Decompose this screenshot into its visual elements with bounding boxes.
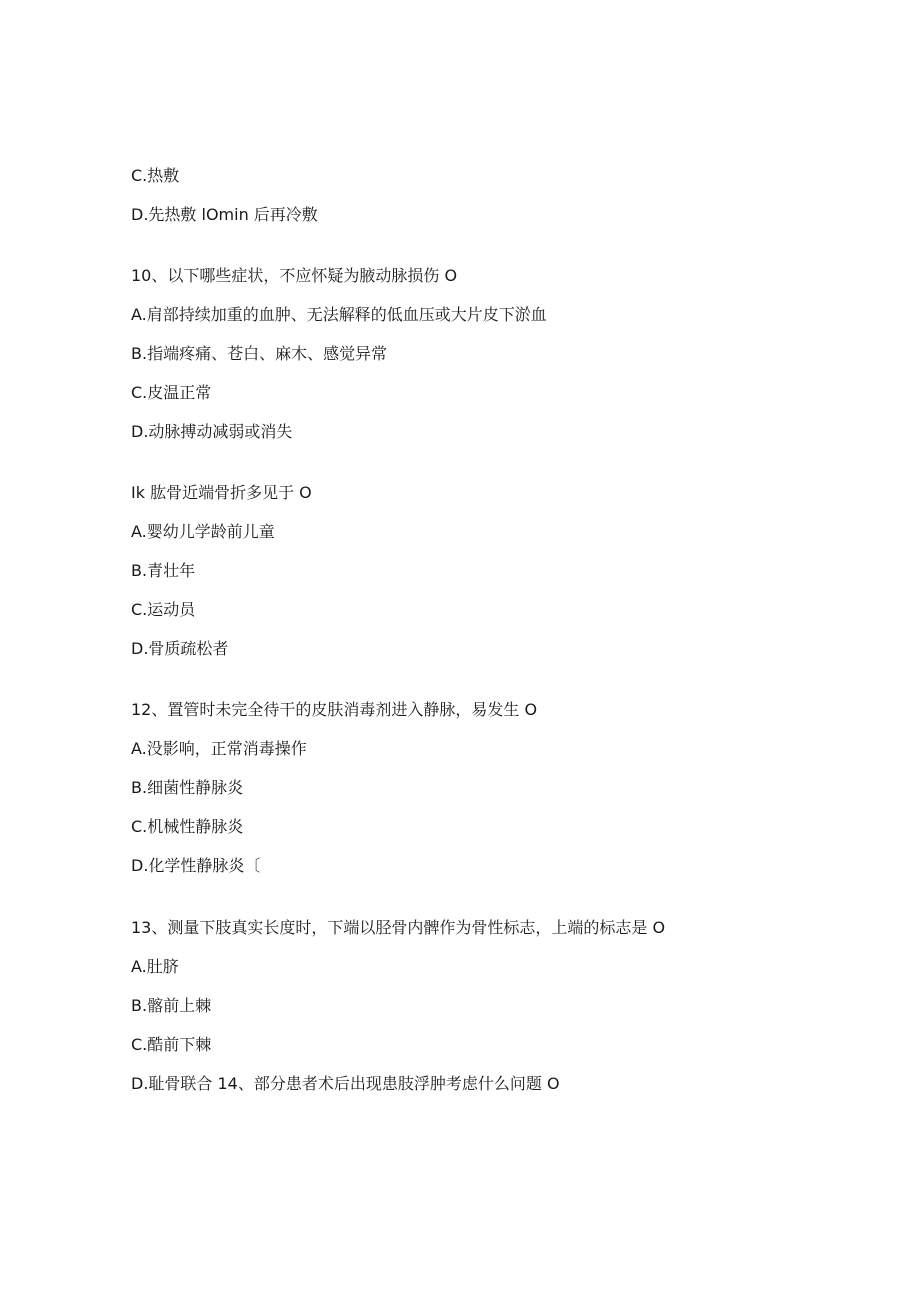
option-c-q13: C.酷前下棘 [131, 1035, 212, 1054]
option-a-q12: A.没影响，正常消毒操作 [131, 739, 307, 758]
option-d-q10: D.动脉搏动减弱或消失 [131, 422, 293, 441]
option-b-q10: B.指端疼痛、苍白、麻木、感觉异常 [131, 344, 388, 363]
option-b-q11: B.青壮年 [131, 561, 196, 580]
option-c-q10: C.皮温正常 [131, 383, 212, 402]
option-d-q13-and-question-14: D.耻骨联合 14、部分患者术后出现患肢浮肿考虑什么问题 O [131, 1074, 560, 1093]
option-a-q11: A.婴幼儿学龄前儿童 [131, 522, 275, 541]
option-c-q11: C.运动员 [131, 600, 196, 619]
option-b-q13: B.髂前上棘 [131, 996, 212, 1015]
question-13: 13、测量下肢真实长度时，下端以胫骨内髀作为骨性标志，上端的标志是 O [131, 918, 666, 937]
option-b-q12: B.细菌性静脉炎 [131, 778, 244, 797]
option-a-q13: A.肚脐 [131, 957, 179, 976]
option-d-q12: D.化学性静脉炎〔 [131, 856, 261, 875]
option-d-q11: D.骨质疏松者 [131, 639, 229, 658]
option-c-q12: C.机械性静脉炎 [131, 817, 244, 836]
question-12: 12、置管时未完全待干的皮肤消毒剂进入静脉，易发生 O [131, 700, 538, 719]
question-11: Ik 肱骨近端骨折多见于 O [131, 483, 312, 502]
question-10: 10、以下哪些症状，不应怀疑为腋动脉损伤 O [131, 266, 458, 285]
option-a-q10: A.肩部持续加重的血肿、无法解释的低血压或大片皮下淤血 [131, 305, 547, 324]
option-c-q9: C.热敷 [131, 166, 180, 185]
option-d-q9: D.先热敷 lOmin 后再冷敷 [131, 205, 318, 224]
